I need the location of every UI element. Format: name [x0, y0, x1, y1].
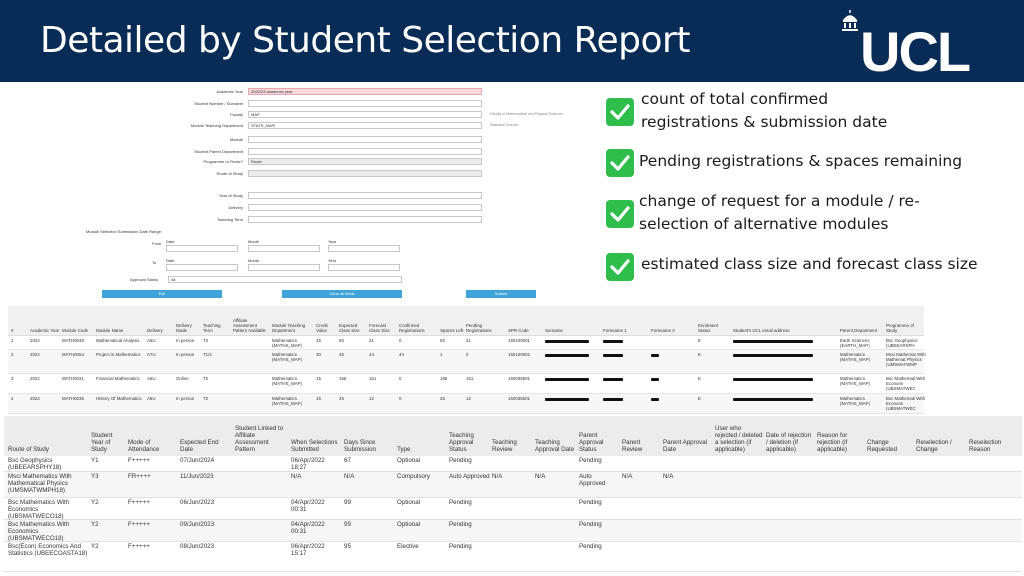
table-cell: 21 [466, 338, 471, 343]
field-input[interactable]: Route [248, 158, 482, 165]
table-cell: 151 [466, 376, 474, 381]
from-label: From [152, 241, 162, 246]
table-cell: Elective [397, 543, 419, 550]
table-cell: Msci Mathematics With Mathematical Physics (UMSMATWMPH18) [8, 473, 72, 494]
field-note: Faculty of Mathematical and Physical Sciences [490, 112, 563, 116]
table-cell: Pending [449, 457, 472, 464]
form-row [82, 170, 538, 178]
field-input[interactable] [248, 216, 482, 223]
column-header: Reason for rejection (if applicable) [817, 432, 848, 453]
year-label: Year [328, 239, 337, 244]
redacted-value [545, 378, 589, 381]
table-cell: E [698, 376, 701, 381]
table-cell: 160100002 [508, 352, 530, 357]
to-label: To [152, 260, 157, 265]
table-cell: 2022 [30, 352, 40, 357]
table-cell: Mathematics (MATHS_MAP) [272, 376, 302, 386]
field-label: Teaching Term [217, 217, 243, 222]
table-cell: 45 [339, 352, 344, 357]
table-cell: T2 [203, 338, 209, 343]
table-cell: 151 [369, 376, 377, 381]
table-cell: Bsc(Econ) Economics And Statistics (UBEECOASTA18) [8, 543, 88, 557]
redacted-value [603, 398, 623, 401]
table-cell: 95 [344, 543, 351, 550]
table-cell: 50 [440, 338, 445, 343]
column-header: Programme of Study [886, 323, 914, 333]
table-cell: Project in Mathematics [96, 352, 141, 357]
column-header: Route of Study [8, 446, 49, 453]
field-label: Route of Study [216, 171, 243, 176]
table-cell: In person [176, 352, 195, 357]
column-header: Type [397, 446, 411, 453]
table-cell: E [698, 338, 701, 343]
table-cell: T2 [203, 376, 209, 381]
column-header: Spaces Left [440, 328, 464, 333]
table-cell: Optional [397, 457, 421, 464]
logo-wordmark: UCL [860, 20, 970, 83]
date-select[interactable] [328, 264, 400, 271]
checklist-line-1: change of request for a module / re- [639, 192, 920, 210]
table-cell: 2022 [30, 338, 40, 343]
table-cell: 06/Apr/2022 18:27 [291, 457, 325, 471]
table-cell: N/A [535, 473, 546, 480]
table-cell: MATH0054 [62, 352, 84, 357]
redacted-value [651, 354, 659, 357]
table-row [8, 350, 924, 374]
table-cell: MATH0036 [62, 396, 84, 401]
column-header: Delivery [147, 328, 163, 333]
table-cell: Online [176, 376, 189, 381]
field-label: Student Number / Surname [194, 101, 243, 106]
field-input[interactable] [248, 204, 482, 211]
table-cell: Mathematics (MATHS_MAP) [272, 352, 302, 362]
date-label: Date [166, 239, 175, 244]
column-header: Reselection Reason [969, 439, 1002, 453]
form-row [82, 88, 538, 96]
table-cell: 2022 [30, 376, 40, 381]
redacted-value [603, 354, 623, 357]
column-header: Teaching Approval Date [535, 439, 575, 453]
table-cell: 11/Jun/2023 [180, 473, 214, 480]
table-cell: 15 [316, 338, 321, 343]
field-label: Programme or Route? [203, 159, 243, 164]
table-cell: Y2 [91, 521, 99, 528]
column-header: Reselection / Change [916, 439, 952, 453]
table-cell: 99 [344, 521, 351, 528]
table-cell: 06/Apr/2022 15:17 [291, 543, 325, 557]
column-header: Module Teaching Department [272, 323, 306, 333]
column-header: Teaching Review [492, 439, 517, 453]
column-header: Days Since Submission [344, 439, 376, 453]
year-label: Year [328, 258, 337, 263]
table-cell: 4 [11, 396, 14, 401]
table-cell: 04/Apr/2022 00:31 [291, 499, 325, 513]
column-header: Parent Approval Date [663, 439, 708, 453]
table-cell: Y2 [91, 499, 99, 506]
column-header: Student Year of Study [91, 432, 113, 453]
table-cell: F+++++ [128, 457, 150, 464]
field-label: Student Parent Department [194, 149, 243, 154]
column-header: Teaching Approval Status [449, 432, 474, 453]
form-row [82, 216, 538, 224]
table-cell: Pending [449, 521, 472, 528]
table-cell: N/A [622, 473, 633, 480]
form-row [82, 136, 538, 144]
table-cell: 12 [369, 396, 374, 401]
checklist-item [641, 88, 887, 134]
table-cell: T1/2 [203, 352, 212, 357]
redacted-value [603, 340, 623, 343]
table-cell: Bsc Geophysics (UBEEARSPH [886, 338, 918, 348]
table-cell: Pending [449, 499, 472, 506]
table-cell: 165 [440, 376, 448, 381]
table-cell: 07/Jun/2024 [180, 457, 215, 464]
field-label: Academic Year [216, 89, 243, 94]
column-header: Forename 2 [651, 328, 675, 333]
column-header: Forecast Class Size [369, 323, 390, 333]
check-icon [606, 200, 634, 228]
date-select[interactable] [166, 245, 238, 252]
table-cell: 160035501 [508, 376, 530, 381]
table-cell: 2 [11, 352, 14, 357]
table-cell: Mathematical Analysis [96, 338, 140, 343]
field-input[interactable]: 2022/23 academic year [248, 88, 482, 95]
table-cell: Pending [579, 543, 602, 550]
column-header: Teaching Term [203, 323, 221, 333]
table-cell: Pending [579, 521, 602, 528]
table-cell: 06/Jun/2023 [180, 499, 215, 506]
table-cell: Pending [579, 499, 602, 506]
column-header: SPR Code [508, 328, 529, 333]
table-cell: 0 [399, 338, 402, 343]
column-header: Parent Approval Status [579, 432, 604, 453]
table-cell: 30 [316, 352, 321, 357]
table-row [4, 520, 1022, 542]
column-header: Expected End Date [180, 439, 219, 453]
column-header: Parent Review [622, 439, 643, 453]
date-range-label: Module Selection Submission Date Range: [86, 229, 163, 234]
form-row [82, 148, 538, 156]
table-cell: 08/Jun/2023 [180, 543, 215, 550]
approval-status-select[interactable]: All [168, 276, 402, 283]
table-cell: Earth Sciences (EARTH_MAP) [840, 338, 870, 348]
column-header: Enrolment Status [698, 323, 719, 333]
date-select[interactable] [166, 264, 238, 271]
table-cell: 04/Apr/2022 00:31 [291, 521, 325, 535]
redacted-value [651, 398, 659, 401]
table-cell: 67 [344, 457, 351, 464]
approval-status-label: Approval Status [130, 277, 159, 282]
check-icon [606, 149, 634, 177]
table-cell: N/A [291, 473, 302, 480]
module-registrations-table [8, 306, 924, 414]
table-cell: History Of Mathematics [96, 396, 142, 401]
check-icon [606, 98, 634, 126]
form-row [82, 100, 538, 108]
column-header: Student's UCL email address [733, 328, 790, 333]
table-cell: 50 [339, 338, 344, 343]
table-cell: T2 [203, 396, 209, 401]
column-header: When Selections Submitted [291, 439, 338, 453]
table-cell: Y1 [91, 457, 99, 464]
table-header [8, 306, 924, 336]
table-cell: E [698, 396, 701, 401]
date-label: Date [166, 258, 175, 263]
table-cell: Pending [579, 457, 602, 464]
table-cell: Y3 [91, 473, 99, 480]
clear-all-fields-button[interactable]: Clear all fields [282, 290, 402, 298]
checklist-line-1: Pending registrations & spaces remaining [639, 152, 963, 170]
field-input[interactable]: STATS_MAPI [248, 122, 482, 129]
slide-title: Detailed by Student Selection Report [40, 20, 690, 61]
month-label: Month [248, 258, 260, 263]
field-input[interactable] [248, 136, 482, 143]
checklist-line-1: estimated class size and forecast class size [641, 255, 978, 273]
table-cell: Y2 [91, 543, 99, 550]
table-cell: F+++++ [128, 499, 150, 506]
table-cell: 44 [369, 352, 374, 357]
table-cell: Optional [397, 499, 421, 506]
portico-dome-icon [840, 10, 860, 32]
redacted-value [603, 378, 623, 381]
table-cell: 99 [344, 499, 351, 506]
month-label: Month [248, 239, 260, 244]
column-header: Mode of Attendance [128, 439, 160, 453]
form-row [82, 111, 563, 119]
form-row [82, 158, 538, 166]
redacted-value [545, 340, 589, 343]
table-row [4, 542, 1022, 572]
table-cell: 25 [440, 396, 445, 401]
table-cell: 0 [399, 376, 402, 381]
redacted-value [545, 398, 589, 401]
date-select[interactable] [248, 264, 320, 271]
checklist-item [639, 190, 920, 236]
table-cell: F+++++ [128, 543, 150, 550]
check-icon [606, 253, 634, 281]
table-cell: A6U [147, 376, 156, 381]
field-label: Year of Study [219, 193, 243, 198]
table-cell: E [698, 352, 701, 357]
table-cell: Mathematics (MATHS_MAP) [840, 376, 870, 386]
slide-header [0, 0, 1024, 82]
column-header: Pending Registrations [466, 323, 492, 333]
table-cell: F+++++ [128, 521, 150, 528]
column-header: User who rejected / deleted a selection (if applicable) [715, 425, 763, 453]
column-header: # [11, 328, 14, 333]
table-cell: N/A [344, 473, 355, 480]
table-cell: MATH0031 [62, 376, 84, 381]
checklist-item [641, 253, 978, 276]
table-cell: Auto Approved [449, 473, 490, 480]
table-header [4, 416, 1022, 456]
table-cell: A5U [147, 338, 156, 343]
table-cell: 0 [399, 396, 402, 401]
table-cell: FR++++ [128, 473, 151, 480]
ucl-logo [860, 8, 1000, 83]
column-header: Change Requested [867, 439, 897, 453]
field-input[interactable] [248, 100, 482, 107]
checklist-line-2: selection of alternative modules [639, 215, 889, 233]
table-cell: 0 [466, 352, 469, 357]
date-select[interactable] [248, 245, 320, 252]
form-row [82, 122, 538, 130]
table-cell: 25 [339, 396, 344, 401]
table-cell: 160100001 [508, 338, 530, 343]
table-cell: 1 [11, 338, 14, 343]
field-label: Delivery [228, 205, 243, 210]
column-header: Student Linked to Affiliate Assessment Pattern [235, 425, 284, 453]
redacted-value [733, 378, 813, 381]
report-filter-form [82, 84, 563, 300]
field-label: Module Teaching Department [190, 123, 243, 128]
table-cell: In person [176, 338, 195, 343]
table-cell: 44 [399, 352, 404, 357]
table-cell: Mathematics (MATHS_MAP) [840, 396, 870, 406]
table-cell: Msci Mathemat With Mathemat Physics (UMSMATWMP [886, 352, 926, 367]
table-cell: Bsc Mathemati With Economi (UBSMATWEC [886, 376, 926, 391]
table-cell: 160035501 [508, 396, 530, 401]
column-header: Surname [545, 328, 563, 333]
column-header: Credit Value [316, 323, 328, 333]
table-row [4, 498, 1022, 520]
field-label: Faculty [230, 112, 243, 117]
table-cell: In person [176, 396, 195, 401]
table-cell: Bsc Mathematics With Economics (UBSMATWECO18) [8, 499, 70, 520]
table-cell: Financial Mathematics [96, 376, 140, 381]
table-cell: 15 [316, 396, 321, 401]
table-cell: 3 [11, 376, 14, 381]
form-row [82, 192, 538, 200]
table-cell: 09/Jun/2023 [180, 521, 215, 528]
column-header: Forename 1 [603, 328, 627, 333]
table-row [8, 374, 924, 394]
redacted-value [545, 354, 589, 357]
field-input[interactable] [248, 170, 482, 177]
column-header: Academic Year [30, 328, 60, 333]
table-row [4, 456, 1022, 472]
table-row [8, 336, 924, 350]
table-cell: Mathematics (MATHS_MAP) [272, 396, 302, 406]
redacted-value [733, 398, 813, 401]
table-row [8, 394, 924, 414]
table-cell: Mathematics (MATHS_MAP) [272, 338, 302, 348]
table-cell: Compulsory [397, 473, 431, 480]
field-input[interactable] [248, 148, 482, 155]
column-header: Module Name [96, 328, 124, 333]
field-input[interactable] [248, 192, 482, 199]
table-cell: A6U [147, 396, 156, 401]
table-cell: N/A [492, 473, 503, 480]
checklist-line-2: registrations & submission date [641, 113, 888, 131]
table-cell: Mathematics (MATHS_MAP) [840, 352, 870, 362]
redacted-value [733, 354, 813, 357]
form-row [82, 204, 538, 212]
table-cell: Optional [397, 521, 421, 528]
field-label: Module [229, 137, 243, 142]
column-header: Delivery Mode [176, 323, 192, 333]
submit-button[interactable]: Submit [466, 290, 536, 298]
column-header: Expected Class Size [339, 323, 360, 333]
table-cell: 2022 [30, 396, 40, 401]
field-input[interactable]: MAP [248, 111, 482, 118]
column-header: Affiliate Assessment Pattern Available [233, 318, 266, 333]
exit-button[interactable]: Exit [102, 290, 222, 298]
table-cell: Bsc Mathemati With Economi (UBSMATWEC [886, 396, 926, 411]
checklist-line-1: count of total confirmed [641, 90, 829, 108]
table-cell: Bsc Geophysics (UBEEARSPHY18) [8, 457, 62, 471]
date-select[interactable] [328, 245, 400, 252]
redacted-value [651, 378, 659, 381]
checklist-item [639, 150, 962, 173]
table-cell: 12 [466, 396, 471, 401]
table-cell: A7U [147, 352, 156, 357]
column-header: Confirmed Registrations [399, 323, 425, 333]
table-cell: Pending [449, 543, 472, 550]
table-cell: Auto Approved [579, 473, 606, 487]
field-note: Statistical Science [490, 123, 519, 127]
redacted-value [733, 340, 813, 343]
column-header: Parent Department [840, 328, 878, 333]
table-cell: 1 [440, 352, 443, 357]
table-cell: MATH0046 [62, 338, 84, 343]
column-header: Module Code [62, 328, 89, 333]
column-header: Date of rejection / deletion (if applicable) [766, 432, 812, 453]
student-selections-table [4, 416, 1022, 576]
table-cell: 15 [316, 376, 321, 381]
table-cell: Bsc Mathematics With Economics (UBSMATWECO18) [8, 521, 70, 542]
table-cell: N/A [663, 473, 674, 480]
table-cell: 21 [369, 338, 374, 343]
table-row [4, 472, 1022, 498]
table-cell: 165 [339, 376, 347, 381]
